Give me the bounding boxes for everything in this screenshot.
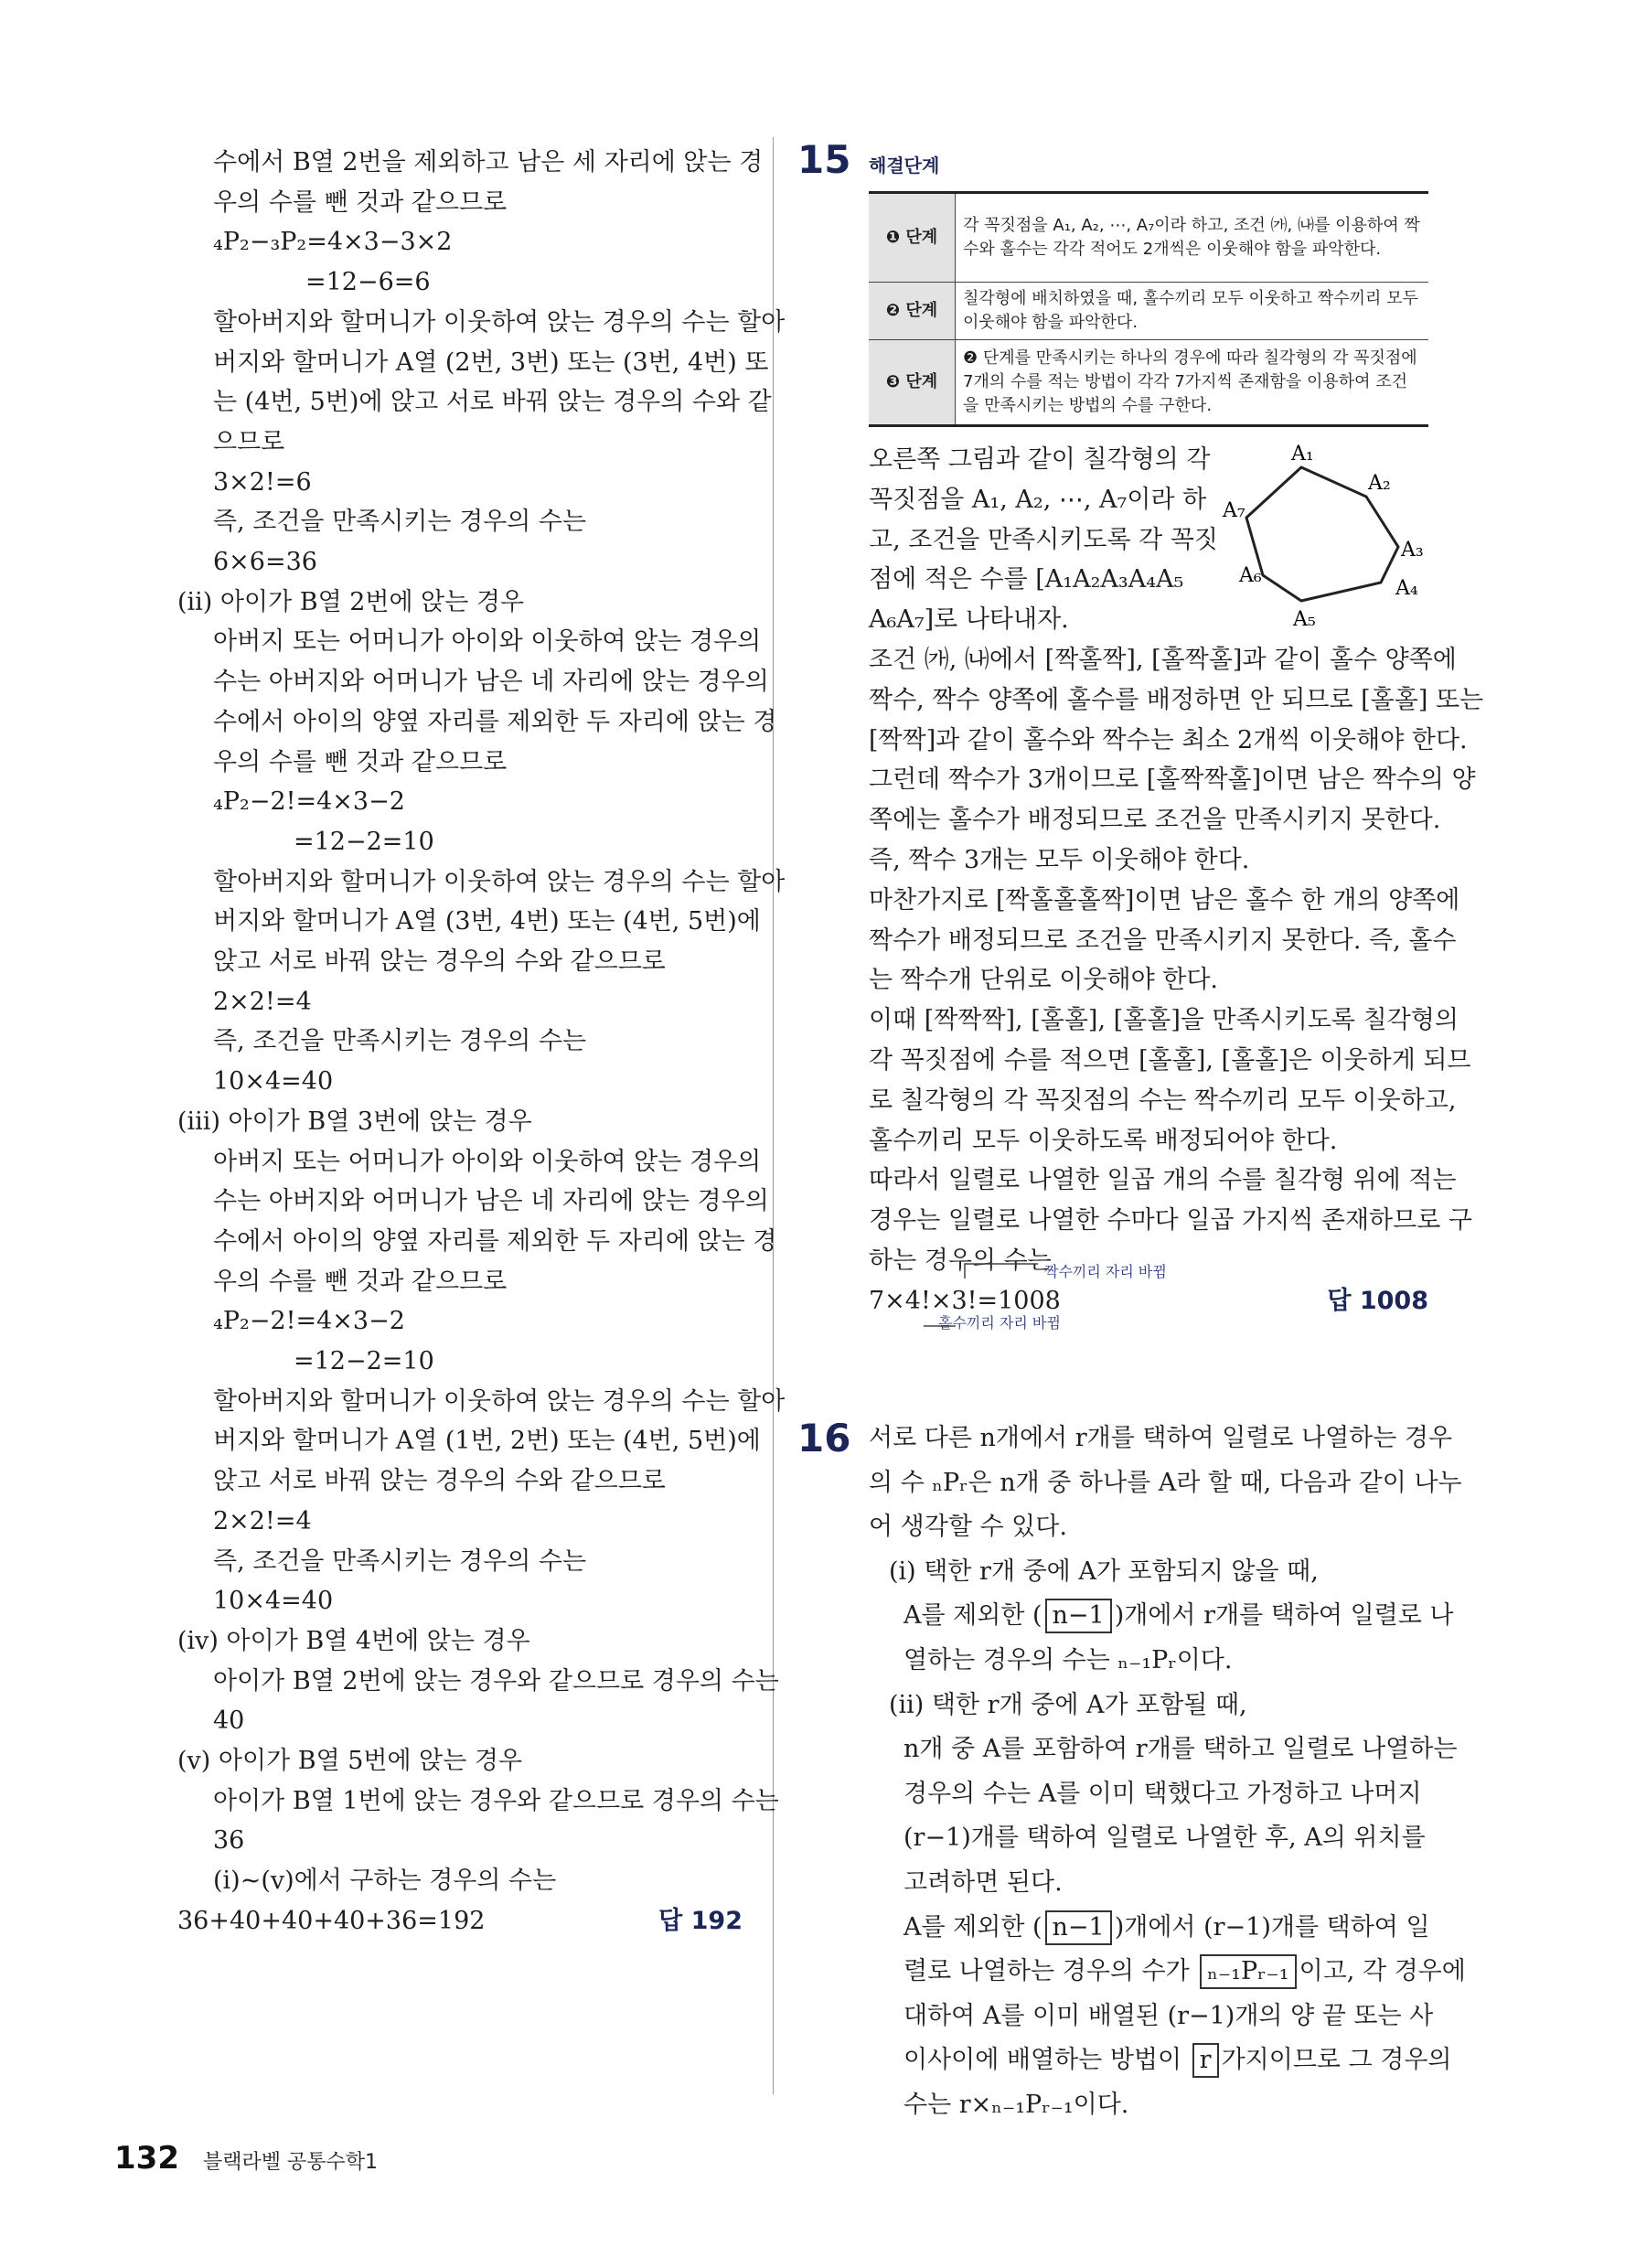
text-segment: 할아버지와 할머니가 이웃하여 앉는 경우의 수는 할아 (213, 867, 786, 896)
step-row (869, 340, 1428, 426)
text-line (903, 1908, 1428, 1948)
text-segment: (ii) 택한 r개 중에 A가 포함될 때, (889, 1690, 1247, 1719)
text-line (213, 1461, 743, 1502)
text-segment: 으므로 (213, 427, 285, 456)
text-line (213, 862, 786, 903)
text-segment: 수는 아버지와 어머니가 남은 네 자리에 앉는 경우의 (213, 668, 769, 697)
text-line (869, 440, 1428, 480)
text-line (213, 942, 743, 982)
text-segment: 꼭짓점을 A₁, A₂, ⋯, A₇이라 하 (869, 485, 1207, 514)
vertex-label: A₃ (1401, 539, 1424, 562)
text-segment: ₄P₂−2!=4×3−2 (213, 787, 405, 817)
annotation-even-swap: 짝수끼리 자리 바뀜 (1044, 1263, 1167, 1280)
text-line (869, 520, 1428, 561)
page-number: 132 (114, 2140, 179, 2177)
text-segment: 이사이에 배열하는 방법이 (903, 2046, 1190, 2075)
step-text: 각 꼭짓점을 A₁, A₂, ⋯, A₇이라 하고, 조건 ㈎, ㈏를 이용하여 짝수와 홀수는 각각 적어도 2개씩은 이웃해야 함을 파악한다. (956, 193, 1429, 283)
text-segment: 할아버지와 할머니가 이웃하여 앉는 경우의 수는 할아 (213, 307, 786, 337)
text-line (213, 382, 772, 423)
text-line (903, 1774, 1428, 1814)
text-line (869, 640, 1457, 680)
text-line (213, 542, 743, 583)
text-segment: (r−1)개를 택하여 일렬로 나열한 후, A의 위치를 (903, 1824, 1426, 1853)
text-line (177, 583, 743, 623)
text-segment: 아이가 B열 1번에 앉는 경우와 같으므로 경우의 수는 (213, 1786, 779, 1815)
text-segment: 하는 경우의 수는 (869, 1246, 1052, 1275)
text-line (213, 1182, 769, 1222)
text-segment: 고, 조건을 만족시키도록 각 꼭짓 (869, 525, 1218, 554)
text-segment: A를 제외한 ( (903, 1601, 1042, 1631)
text-line (869, 960, 1428, 1000)
text-line (213, 423, 743, 463)
step-row (869, 193, 1428, 283)
boxed-answer: r (1192, 2043, 1219, 2078)
text-segment: 로 칠각형의 각 꼭짓점의 수는 짝수끼리 모두 이웃하고, (869, 1086, 1457, 1115)
text-segment: 즉, 짝수 3개는 모두 이웃해야 한다. (869, 846, 1250, 874)
step-row (869, 283, 1428, 340)
text-segment: 10×4=40 (213, 1067, 334, 1097)
vertex-label: A₇ (1223, 499, 1245, 522)
annotation-line-top (965, 1264, 1038, 1278)
text-line (213, 463, 743, 503)
text-line (213, 303, 786, 343)
text-line (213, 1821, 743, 1861)
text-segment: 버지와 할머니가 A열 (3번, 4번) 또는 (4번, 5번)에 (213, 907, 761, 936)
text-line (213, 982, 743, 1022)
text-segment: 6×6=36 (213, 548, 317, 576)
text-line (889, 1685, 1428, 1726)
text-segment: 3×2!=6 (213, 467, 312, 497)
text-segment: 10×4=40 (213, 1587, 334, 1616)
step-label: ❷ 단계 (869, 283, 956, 340)
text-line (213, 1142, 762, 1182)
text-line (213, 1701, 743, 1741)
text-segment: 따라서 일렬로 나열한 일곱 개의 수를 칠각형 위에 적는 (869, 1166, 1457, 1195)
text-segment: 이고, 각 경우에 (1299, 1957, 1466, 1986)
boxed-answer: n−1 (1045, 1599, 1112, 1633)
text-segment: 수에서 아이의 양옆 자리를 제외한 두 자리에 앉는 경 (213, 1226, 777, 1256)
text-line (213, 662, 769, 702)
text-segment: 가지이므로 그 경우의 (1221, 2046, 1452, 2075)
text-line (213, 222, 743, 262)
text-line (869, 760, 1476, 800)
text-segment: 36+40+40+40+36=192 (177, 1906, 486, 1935)
text-line (869, 1121, 1428, 1161)
text-line (869, 480, 1428, 520)
text-segment: 열하는 경우의 수는 ₙ₋₁Pᵣ이다. (903, 1646, 1233, 1674)
text-line (903, 1952, 1466, 1992)
text-line (213, 622, 762, 662)
text-segment: 경우의 수는 A를 이미 택했다고 가정하고 나머지 (903, 1779, 1422, 1808)
text-segment: 2×2!=4 (213, 987, 312, 1016)
text-line (213, 343, 769, 383)
text-segment: 수에서 B열 2번을 제외하고 남은 세 자리에 앉는 경 (213, 148, 764, 177)
text-segment: 할아버지와 할머니가 이웃하여 앉는 경우의 수는 할아 (213, 1386, 786, 1416)
section-title: 해결단계 (869, 155, 940, 177)
problem-number-15: 15 (797, 137, 851, 182)
text-line (903, 1996, 1434, 2037)
text-line (294, 822, 743, 862)
text-segment: 어 생각할 수 있다. (869, 1513, 1067, 1542)
text-line (213, 782, 743, 822)
text-line (213, 1662, 779, 1702)
text-line (869, 1463, 1462, 1503)
text-line (869, 881, 1460, 921)
text-line (869, 1081, 1457, 1121)
text-line (177, 1621, 743, 1662)
text-segment: 조건 ㈎, ㈏에서 [짝홀짝], [홀짝홀]과 같이 홀수 양쪽에 (869, 646, 1457, 674)
text-segment: n개 중 A를 포함하여 r개를 택하고 일렬로 나열하는 (903, 1735, 1458, 1764)
text-line (903, 1596, 1454, 1636)
text-segment: A를 제외한 ( (903, 1912, 1042, 1942)
step-text: ❷ 단계를 만족시키는 하나의 경우에 따라 칠각형의 각 꼭짓점에 7개의 수를 적는 방법이 각각 7가지씩 존재함을 이용하여 조건을 만족시키는 방법의 수를 구한다. (963, 348, 1417, 415)
text-line (294, 1342, 743, 1382)
problem-number-16: 16 (797, 1416, 851, 1460)
text-line (869, 1041, 1471, 1081)
text-line (869, 800, 1441, 840)
text-segment: 는 짝수개 단위로 이웃해야 한다. (869, 966, 1218, 995)
text-segment: 버지와 할머니가 A열 (2번, 3번) 또는 (3번, 4번) 또 (213, 348, 769, 377)
step-label: ❸ 단계 (869, 340, 956, 426)
text-segment: 즉, 조건을 만족시키는 경우의 수는 (213, 508, 587, 537)
text-segment: 대하여 A를 이미 배열된 (r−1)개의 양 끝 또는 사 (903, 2001, 1434, 2030)
text-segment: (v) 아이가 B열 5번에 앉는 경우 (177, 1747, 523, 1775)
text-line (177, 1102, 743, 1142)
text-line (213, 1301, 743, 1342)
text-segment: 쪽에는 홀수가 배정되므로 조건을 만족시키지 못한다. (869, 806, 1441, 835)
text-line (213, 183, 743, 223)
step-label: ❶ 단계 (869, 193, 956, 283)
text-segment: ₄P₂−2!=4×3−2 (213, 1307, 405, 1336)
text-segment: 의 수 ₙPᵣ은 n개 중 하나를 A라 할 때, 다음과 같이 나누 (869, 1468, 1462, 1497)
text-line (177, 1901, 743, 1942)
text-segment: 앉고 서로 바꿔 앉는 경우의 수와 같으므로 (213, 947, 666, 976)
annotation-odd-swap: 홀수끼리 자리 바뀜 (938, 1314, 1061, 1332)
vertex-label: A₂ (1368, 472, 1391, 495)
text-segment: (ii) 아이가 B열 2번에 앉는 경우 (177, 587, 525, 616)
text-line (869, 1507, 1428, 1547)
text-segment: 각 꼭짓점에 수를 적으면 [홀홀], [홀홀]은 이웃하게 되므 (869, 1046, 1471, 1075)
text-segment: 우의 수를 뺀 것과 같으므로 (213, 1267, 508, 1296)
text-segment: )개에서 r개를 택하여 일렬로 나 (1114, 1601, 1454, 1631)
solution-steps-table (869, 191, 1428, 427)
text-segment: 아이가 B열 2번에 앉는 경우와 같으므로 경우의 수는 (213, 1666, 779, 1696)
vertex-label: A₄ (1395, 577, 1418, 600)
text-line (213, 1542, 743, 1582)
text-line (869, 921, 1457, 961)
text-line (869, 680, 1484, 721)
text-line (889, 1552, 1428, 1592)
text-line (213, 1861, 743, 1901)
text-line (213, 143, 764, 183)
text-segment: 마찬가지로 [짝홀홀홀짝]이면 남은 홀수 한 개의 양쪽에 (869, 885, 1460, 915)
text-line (903, 2085, 1428, 2125)
text-line (213, 1222, 777, 1262)
text-segment: )개에서 (r−1)개를 택하여 일 (1114, 1912, 1430, 1942)
text-segment: ₄P₂−₃P₂=4×3−3×2 (213, 228, 453, 257)
text-line (869, 1161, 1457, 1201)
text-line (213, 502, 743, 542)
step-text: 칠각형에 배치하였을 때, 홀수끼리 모두 이웃하고 짝수끼리 모두 이웃해야 함을 파악한다. (956, 283, 1429, 340)
boxed-answer: n−1 (1045, 1910, 1112, 1945)
text-segment: 36 (213, 1826, 245, 1856)
text-line (213, 1062, 743, 1102)
final-answer: 답 1008 (1327, 1286, 1428, 1315)
final-answer: 답 192 (658, 1906, 743, 1935)
text-segment: (i) 택한 r개 중에 A가 포함되지 않을 때, (889, 1557, 1319, 1586)
text-line (213, 902, 761, 942)
text-line (213, 1581, 743, 1621)
text-line (213, 702, 777, 743)
text-segment: =12−6=6 (305, 268, 431, 297)
text-segment: 수는 아버지와 어머니가 남은 네 자리에 앉는 경우의 (213, 1187, 769, 1216)
text-segment: A₆A₇]로 나타내자. (869, 605, 1069, 635)
text-line (869, 560, 1428, 600)
text-line (903, 2040, 1452, 2081)
vertex-label: A₆ (1239, 564, 1262, 587)
text-line (869, 600, 1428, 640)
text-segment: 홀수끼리 모두 이웃하도록 배정되어야 한다. (869, 1126, 1338, 1155)
text-segment: 우의 수를 뺀 것과 같으므로 (213, 187, 508, 217)
text-line (869, 721, 1468, 761)
text-segment: [짝짝]과 같이 홀수와 짝수는 최소 2개씩 이웃해야 한다. (869, 725, 1468, 754)
text-segment: 앉고 서로 바꿔 앉는 경우의 수와 같으므로 (213, 1467, 666, 1496)
text-segment: 렬로 나열하는 경우의 수가 (903, 1957, 1198, 1986)
text-line (213, 1262, 743, 1302)
text-segment: 점에 적은 수를 [A₁A₂A₃A₄A₅ (869, 565, 1184, 594)
text-line (305, 262, 743, 303)
text-segment: 이때 [짝짝짝], [홀홀], [홀홀]을 만족시키도록 칠각형의 (869, 1006, 1459, 1035)
text-segment: (iii) 아이가 B열 3번에 앉는 경우 (177, 1107, 532, 1136)
text-segment: 수에서 아이의 양옆 자리를 제외한 두 자리에 앉는 경 (213, 707, 777, 736)
text-segment: 오른쪽 그림과 같이 칠각형의 각 (869, 445, 1211, 474)
text-segment: =12−2=10 (294, 827, 434, 856)
text-line (213, 1382, 786, 1422)
text-line (213, 743, 743, 783)
text-segment: (iv) 아이가 B열 4번에 앉는 경우 (177, 1626, 530, 1655)
book-title: 블랙라벨 공통수학1 (203, 2151, 379, 2174)
text-segment: 서로 다른 n개에서 r개를 택하여 일렬로 나열하는 경우 (869, 1424, 1453, 1452)
text-line (869, 1000, 1459, 1041)
text-segment: 짝수가 배정되므로 조건을 만족시키지 못한다. 즉, 홀수 (869, 925, 1457, 955)
text-segment: 수는 r×ₙ₋₁Pᵣ₋₁이다. (903, 2091, 1129, 2119)
text-line (903, 1818, 1428, 1858)
text-segment: 아버지 또는 어머니가 아이와 이웃하여 앉는 경우의 (213, 627, 762, 657)
text-line (869, 840, 1428, 881)
text-line (213, 1781, 779, 1822)
text-line (903, 1863, 1428, 1903)
text-segment: 고려하면 된다. (903, 1868, 1063, 1897)
text-segment: 그런데 짝수가 3개이므로 [홀짝짝홀]이면 남은 짝수의 양 (869, 765, 1476, 795)
text-segment: 경우는 일렬로 나열한 수마다 일곱 가지씩 존재하므로 구 (869, 1206, 1472, 1236)
text-line (869, 1201, 1472, 1241)
text-line (903, 1729, 1458, 1770)
text-segment: 즉, 조건을 만족시키는 경우의 수는 (213, 1027, 587, 1056)
text-segment: 우의 수를 뺀 것과 같으므로 (213, 747, 508, 776)
text-segment: 7×4!×3!=1008 (869, 1286, 1061, 1315)
text-line (177, 1741, 743, 1781)
text-line (213, 1421, 761, 1461)
text-segment: 40 (213, 1706, 245, 1736)
text-segment: 즉, 조건을 만족시키는 경우의 수는 (213, 1546, 587, 1576)
text-line (213, 1022, 743, 1062)
text-segment: 버지와 할머니가 A열 (1번, 2번) 또는 (4번, 5번)에 (213, 1427, 761, 1456)
boxed-answer: ₙ₋₁Pᵣ₋₁ (1200, 1954, 1296, 1989)
vertex-label: A₁ (1291, 443, 1314, 465)
text-segment: 아버지 또는 어머니가 아이와 이웃하여 앉는 경우의 (213, 1147, 762, 1176)
text-segment: 짝수, 짝수 양쪽에 홀수를 배정하면 안 되므로 [홀홀] 또는 (869, 685, 1484, 714)
text-segment: (i)~(v)에서 구하는 경우의 수는 (213, 1867, 557, 1896)
text-line (213, 1502, 743, 1542)
text-line (903, 1641, 1428, 1681)
vertex-label: A₅ (1293, 608, 1316, 631)
text-line (869, 1418, 1453, 1459)
text-segment: 는 (4번, 5번)에 앉고 서로 바꿔 앉는 경우의 수와 같 (213, 388, 772, 417)
text-segment: 2×2!=4 (213, 1506, 312, 1535)
text-segment: =12−2=10 (294, 1347, 434, 1375)
